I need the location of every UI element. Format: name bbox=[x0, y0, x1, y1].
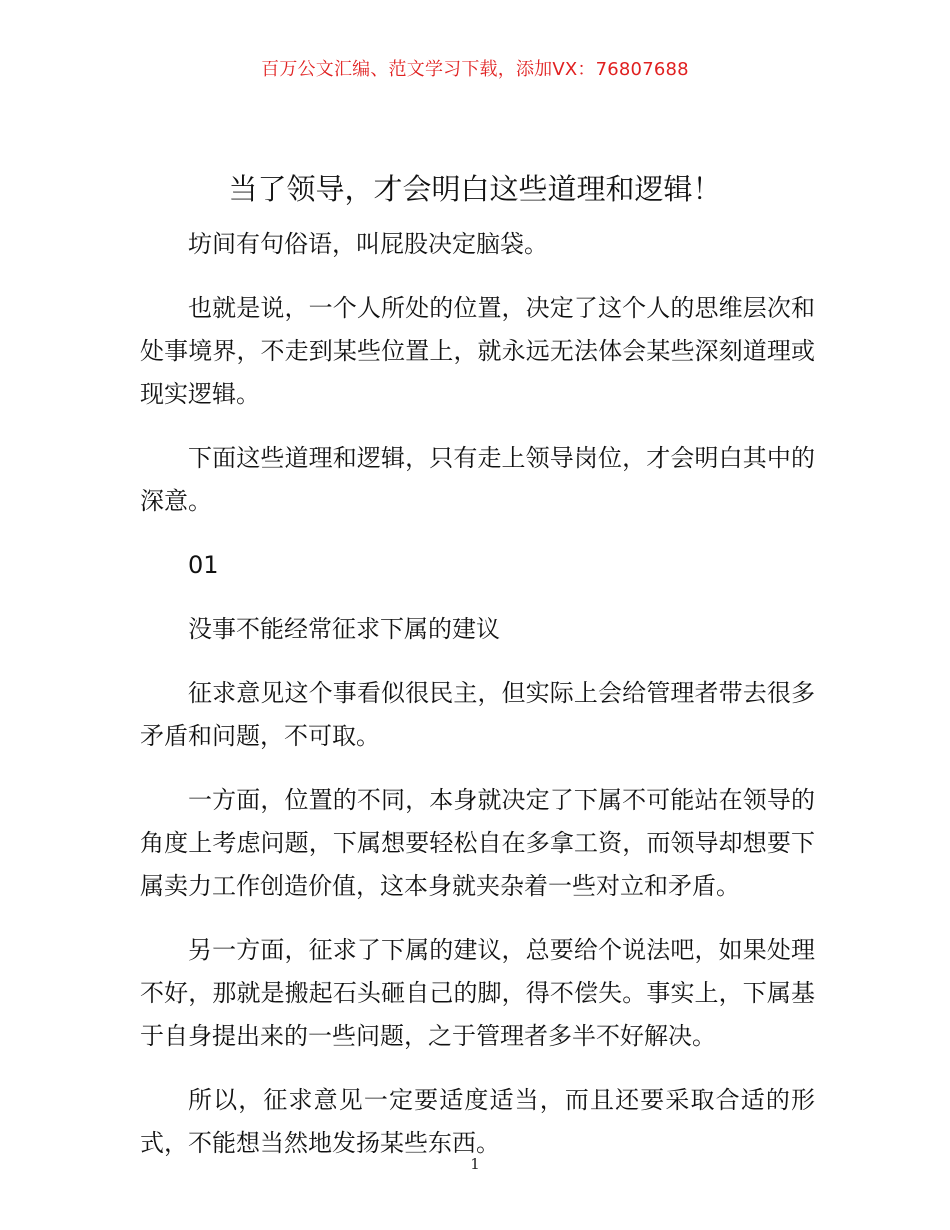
paragraph: 所以，征求意见一定要适度适当，而且还要采取合适的形式，不能想当然地发扬某些东西。 bbox=[140, 1086, 815, 1157]
document-title: 当了领导，才会明白这些道理和逻辑！ bbox=[228, 172, 722, 206]
paragraph: 一方面，位置的不同，本身就决定了下属不可能站在领导的角度上考虑问题，下属想要轻松自在多拿工资，而领导却想要下属卖力工作创造价值，这本身就夹杂着一些对立和矛盾。 bbox=[140, 786, 815, 900]
document-body bbox=[140, 223, 815, 1186]
section-heading: 没事不能经常征求下属的建议 bbox=[188, 615, 500, 643]
paragraph: 征求意见这个事看似很民主，但实际上会给管理者带去很多矛盾和问题，不可取。 bbox=[140, 679, 815, 750]
section-number: 01 bbox=[188, 551, 219, 579]
paragraph: 下面这些道理和逻辑，只有走上领导岗位，才会明白其中的深意。 bbox=[140, 444, 815, 515]
header-promo-note: 百万公文汇编、范文学习下载，添加VX：76807688 bbox=[261, 59, 689, 80]
paragraph: 也就是说，一个人所处的位置，决定了这个人的思维层次和处事境界，不走到某些位置上，就永远无法体会某些深刻道理或现实逻辑。 bbox=[140, 294, 815, 408]
paragraph: 另一方面，征求了下属的建议，总要给个说法吧，如果处理不好，那就是搬起石头砸自己的脚，得不偿失。事实上，下属基于自身提出来的一些问题，之于管理者多半不好解决。 bbox=[140, 936, 815, 1050]
page-number: 1 bbox=[470, 1155, 480, 1173]
paragraph: 坊间有句俗语，叫屁股决定脑袋。 bbox=[188, 230, 548, 258]
